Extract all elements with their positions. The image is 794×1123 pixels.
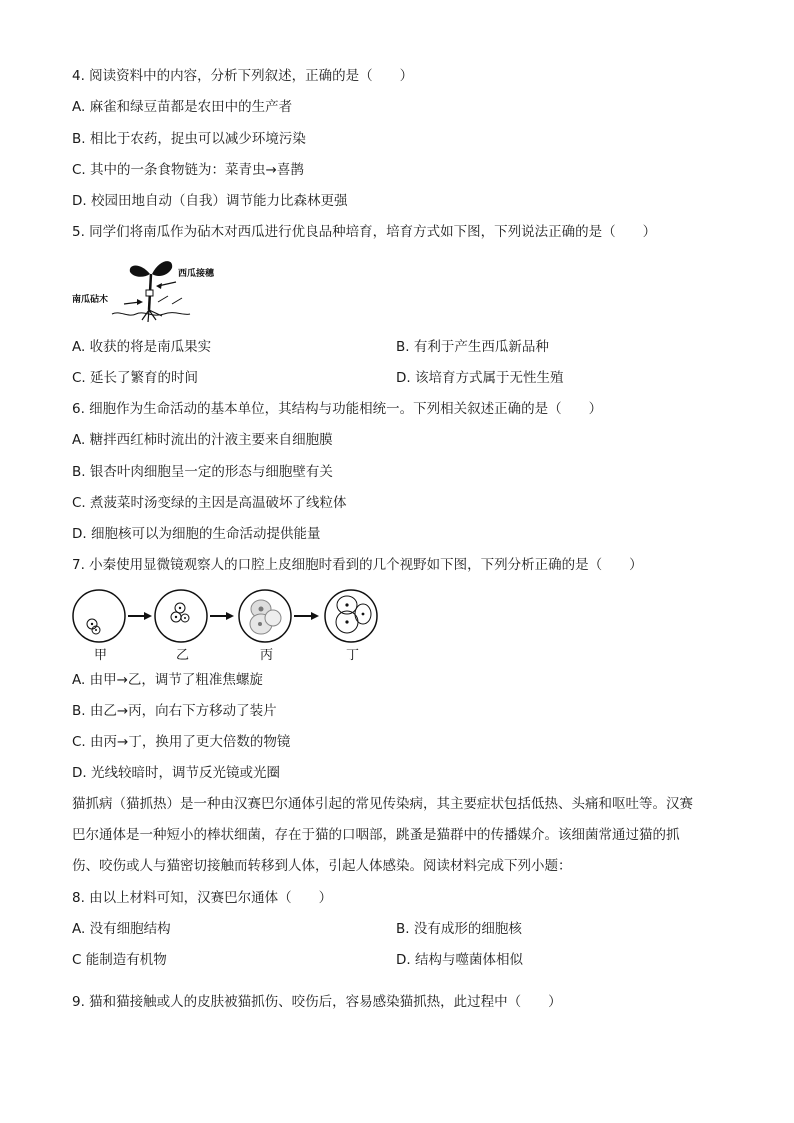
label-ding: 丁 <box>346 648 360 663</box>
q4-option-a: A. 麻雀和绿豆苗都是农田中的生产者 <box>72 99 293 115</box>
q6-option-b: B. 银杏叶肉细胞呈一定的形态与细胞壁有关 <box>72 464 333 480</box>
grafting-figure <box>72 252 242 327</box>
q4-option-d: D. 校园田地自动（自我）调节能力比森林更强 <box>72 193 348 209</box>
q6-option-d: D. 细胞核可以为细胞的生命活动提供能量 <box>72 526 321 542</box>
field-jia <box>73 590 125 642</box>
q8-option-d: D. 结构与噬菌体相似 <box>396 952 523 968</box>
label-bing: 丙 <box>260 648 274 663</box>
q8-option-b: B. 没有成形的细胞核 <box>396 921 522 937</box>
rootstock-label: 南瓜砧木 <box>72 295 109 305</box>
roots <box>142 310 162 322</box>
q7-option-a: A. 由甲→乙，调节了粗准焦螺旋 <box>72 672 263 688</box>
right-leaf <box>152 261 172 276</box>
q8-option-c: C 能制造有机物 <box>72 952 167 968</box>
scion-label: 西瓜接穗 <box>178 269 215 279</box>
q4-option-c: C. 其中的一条食物链为：菜青虫→喜鹊 <box>72 162 304 178</box>
q7-stem: 7. 小秦使用显微镜观察人的口腔上皮细胞时看到的几个视野如下图，下列分析正确的是（ ） <box>72 557 643 573</box>
q8-option-a: A. 没有细胞结构 <box>72 921 171 937</box>
material-line-2: 巴尔通体是一种短小的棒状细菌，存在于猫的口咽部，跳蚤是猫群中的传播媒介。该细菌常通过猫的抓 <box>72 827 680 843</box>
graft-union <box>146 290 153 296</box>
left-leaf <box>130 266 150 277</box>
q4-stem: 4. 阅读资料中的内容，分析下列叙述，正确的是（ ） <box>72 68 414 84</box>
q6-option-c: C. 煮菠菜时汤变绿的主因是高温破坏了线粒体 <box>72 495 347 511</box>
q5-option-b: B. 有利于产生西瓜新品种 <box>396 339 549 355</box>
q7-option-d: D. 光线较暗时，调节反光镜或光圈 <box>72 765 280 781</box>
q6-option-a: A. 糖拌西红柿时流出的汁液主要来自细胞膜 <box>72 432 333 448</box>
q7-option-c: C. 由丙→丁，换用了更大倍数的物镜 <box>72 734 291 750</box>
field-ding <box>325 590 377 642</box>
q8-stem: 8. 由以上材料可知，汉赛巴尔通体（ ） <box>72 890 333 906</box>
q6-stem: 6. 细胞作为生命活动的基本单位，其结构与功能相统一。下列相关叙述正确的是（ ） <box>72 401 603 417</box>
label-yi: 乙 <box>176 648 190 663</box>
q4-option-b: B. 相比于农药，捉虫可以减少环境污染 <box>72 131 306 147</box>
material-line-3: 伤、咬伤或人与猫密切接触而转移到人体，引起人体感染。阅读材料完成下列小题： <box>72 858 572 874</box>
q5-option-d: D. 该培育方式属于无性生殖 <box>396 370 564 386</box>
q9-stem: 9. 猫和猫接触或人的皮肤被猫抓伤、咬伤后，容易感染猫抓热，此过程中（ ） <box>72 994 562 1010</box>
microscope-fields-figure <box>72 586 382 664</box>
q5-option-a: A. 收获的将是南瓜果实 <box>72 339 212 355</box>
q5-stem: 5. 同学们将南瓜作为砧木对西瓜进行优良品种培育，培育方式如下图，下列说法正确的是（ ） <box>72 224 657 240</box>
material-line-1: 猫抓病（猫抓热）是一种由汉赛巴尔通体引起的常见传染病，其主要症状包括低热、头痛和呕吐等。汉赛 <box>72 796 693 812</box>
q5-option-c: C. 延长了繁育的时间 <box>72 370 199 386</box>
label-jia: 甲 <box>94 648 108 663</box>
q7-option-b: B. 由乙→丙，向右下方移动了装片 <box>72 703 277 719</box>
